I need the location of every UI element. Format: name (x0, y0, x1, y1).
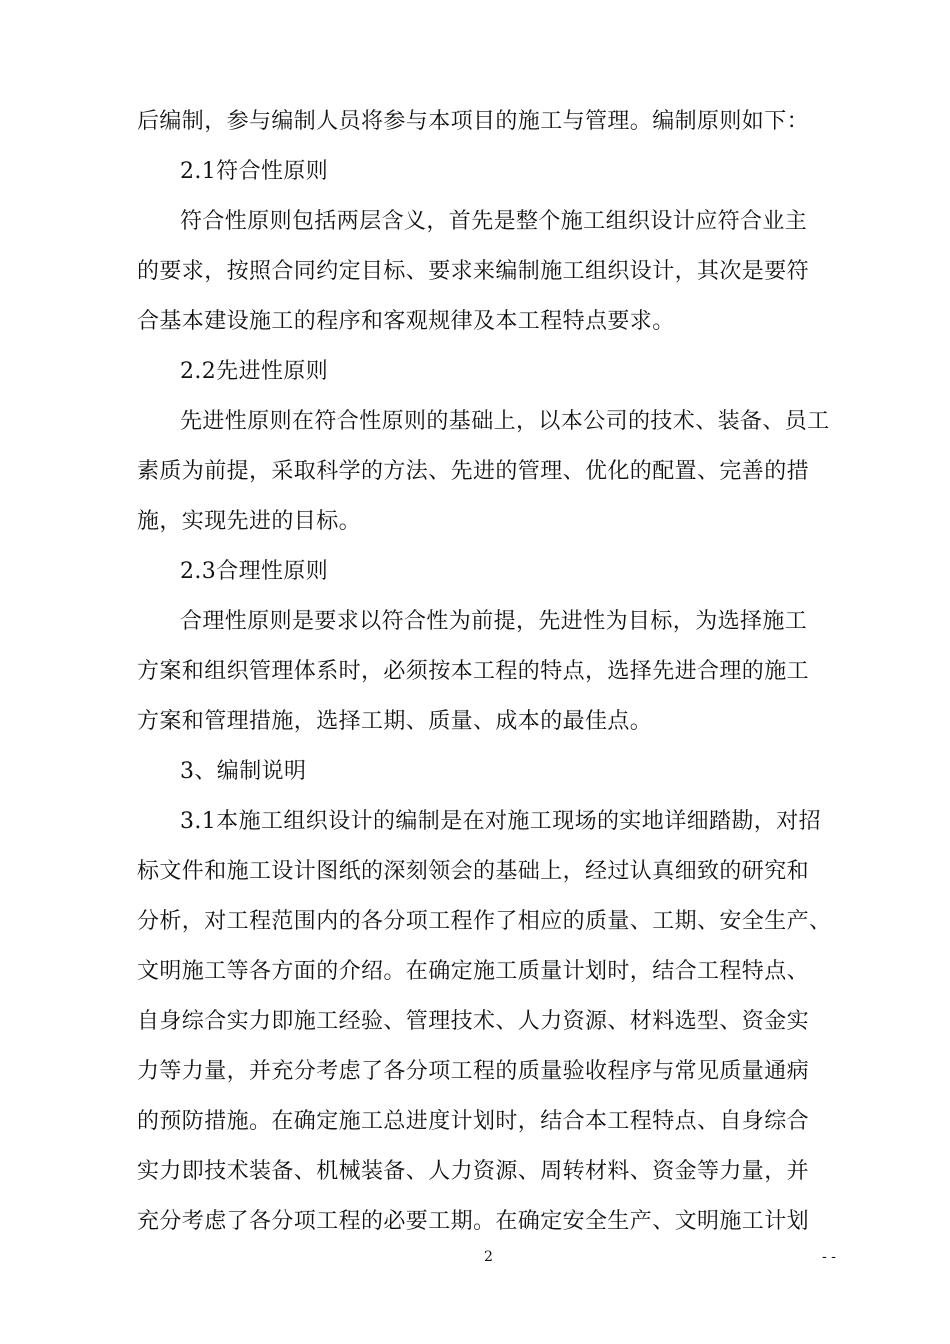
body-text-line: 实力即技术装备、机械装备、人力资源、周转材料、资金等力量，并 (137, 1159, 810, 1184)
body-text-line: 合理性原则是要求以符合性为前提，先进性为目标，为选择施工 (180, 609, 808, 634)
body-text-line: 充分考虑了各分项工程的必要工期。在确定安全生产、文明施工计划 (137, 1209, 810, 1234)
body-text-line: 符合性原则包括两层含义，首先是整个施工组织设计应符合业主 (180, 209, 808, 234)
body-text-line: 施，实现先进的目标。 (137, 509, 362, 534)
body-text-line: 的要求，按照合同约定目标、要求来编制施工组织设计，其次是要符 (137, 259, 810, 284)
body-text-line: 标文件和施工设计图纸的深刻领会的基础上，经过认真细致的研究和 (137, 859, 810, 884)
body-text-line: 先进性原则在符合性原则的基础上，以本公司的技术、装备、员工 (180, 409, 830, 434)
body-text-line: 素质为前提，采取科学的方法、先进的管理、优化的配置、完善的措 (137, 459, 810, 484)
body-text-line: 分析，对工程范围内的各分项工程作了相应的质量、工期、安全生产、 (137, 909, 832, 934)
body-text-line: 文明施工等各方面的介绍。在确定施工质量计划时，结合工程特点、 (137, 959, 810, 984)
body-text-line: 自身综合实力即施工经验、管理技术、人力资源、材料选型、资金实 (137, 1009, 810, 1034)
footer-mark: - - (822, 1249, 836, 1265)
body-text-line: 的预防措施。在确定施工总进度计划时，结合本工程特点、自身综合 (137, 1109, 810, 1134)
body-text-line: 方案和管理措施，选择工期、质量、成本的最佳点。 (137, 709, 653, 734)
body-text-line: 方案和组织管理体系时，必须按本工程的特点，选择先进合理的施工 (137, 659, 810, 684)
section-heading-2-1: 2.1符合性原则 (180, 159, 329, 184)
section-heading-2-3: 2.3合理性原则 (180, 559, 329, 584)
body-text-line: 3.1本施工组织设计的编制是在对施工现场的实地详细踏勘，对招 (180, 809, 821, 834)
section-heading-2-2: 2.2先进性原则 (180, 359, 329, 384)
body-text-line: 力等力量，并充分考虑了各分项工程的质量验收程序与常见质量通病 (137, 1059, 810, 1084)
page-number: 2 (484, 1249, 493, 1265)
section-heading-3: 3、编制说明 (180, 759, 307, 784)
body-text-line: 后编制，参与编制人员将参与本项目的施工与管理。编制原则如下： (137, 109, 810, 134)
body-text-line: 合基本建设施工的程序和客观规律及本工程特点要求。 (137, 309, 675, 334)
